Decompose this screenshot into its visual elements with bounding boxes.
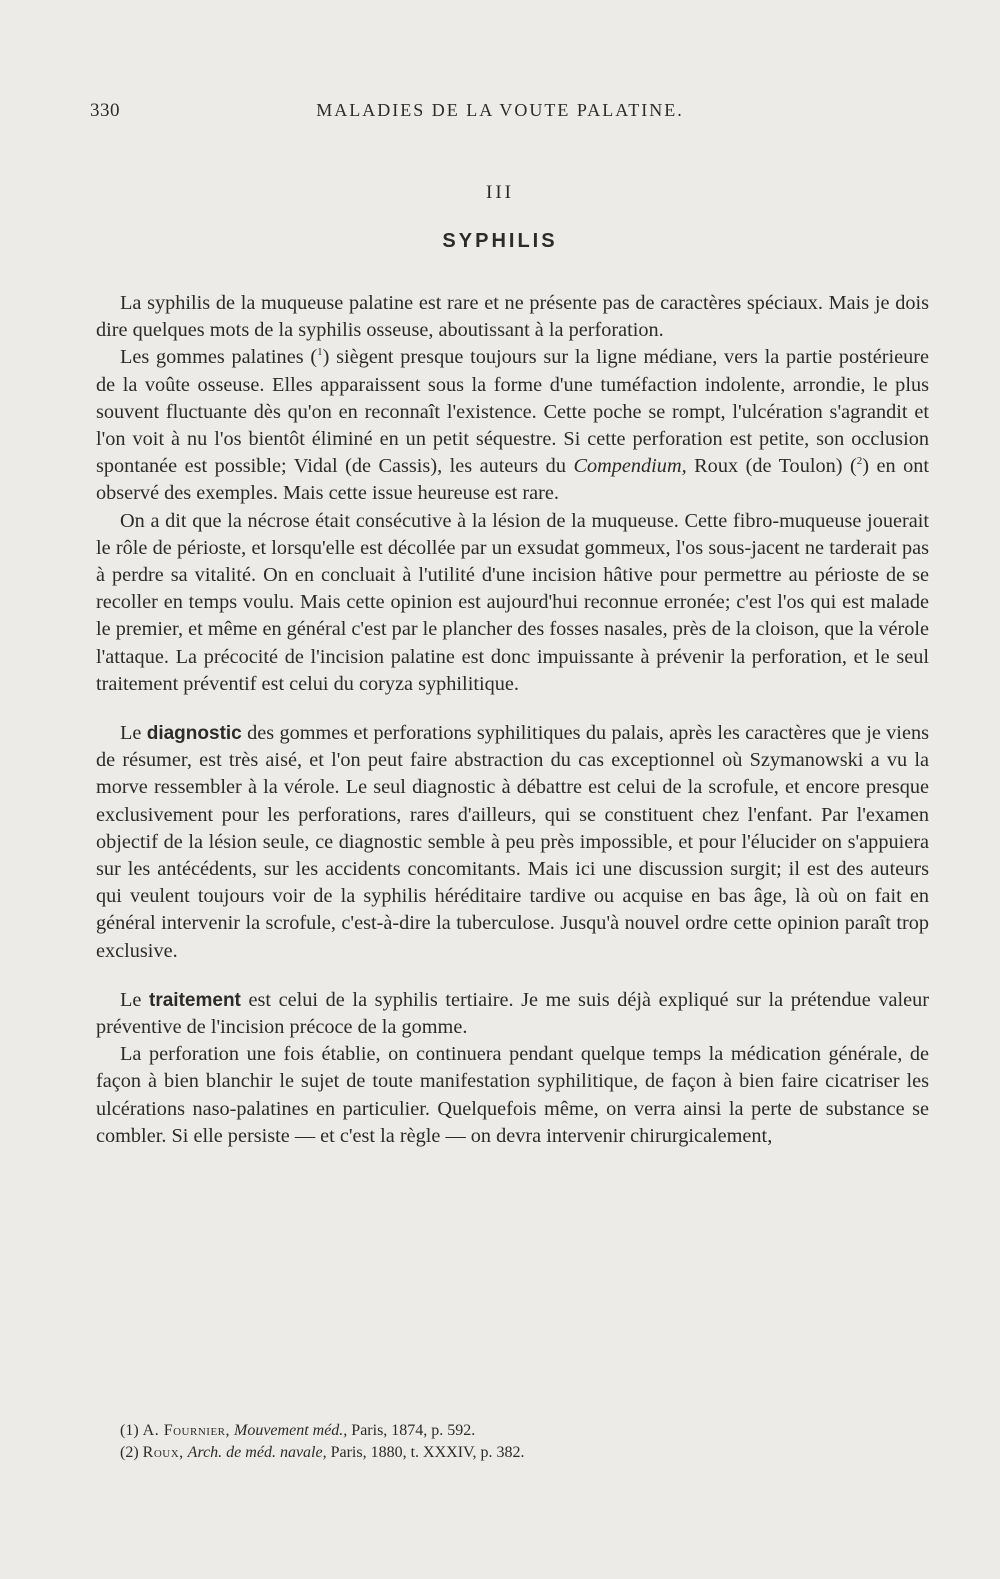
footnote-ref: 2	[856, 455, 863, 468]
paragraph-diagnostic	[96, 720, 929, 965]
footnotes	[120, 1420, 525, 1464]
footnote-ref: 1	[317, 346, 323, 359]
keyword-diagnostic: diagnostic	[146, 723, 242, 745]
footnote-rest: Paris, 1880, t. XXXIV, p. 382.	[326, 1444, 525, 1461]
footnote-marker: (2)	[120, 1444, 139, 1461]
text-run: Les gommes palatines (	[120, 346, 318, 369]
footnote-title: Mouvement méd.,	[234, 1422, 348, 1439]
text-run: ) siègent presque toujours sur la ligne médiane, vers la partie postérieure de la voûte osseuse. Elles apparaissent sous la forme d'une tuméfaction indolente, arrondie, le plus souvent fluctuante dès qu'on en reconnaît l'existence. Cette poche se rompt, l'ulcération s'agrandit et l'on voit à nu l'os bientôt éliminé en un petit séquestre. Si cette perforation est petite, son occlusion spontanée est possible; Vidal (de Cassis), les auteurs du	[96, 346, 929, 478]
italic-title: Compendium,	[573, 455, 687, 478]
text-run: Le	[120, 988, 150, 1011]
paragraph-intro: La syphilis de la muqueuse palatine est rare et ne présente pas de caractères spéciaux. Mais je dois dire quelques mots de la syphilis osseuse, aboutissant à la perforation.	[96, 292, 929, 342]
body-text	[96, 290, 929, 1150]
footnote	[120, 1420, 525, 1442]
text-run: est celui de la syphilis tertiaire. Je me suis déjà expliqué sur la prétendue valeur préventive de l'incision précoce de la gomme.	[96, 988, 929, 1039]
paragraph-perforation: La perforation une fois établie, on continuera pendant quelque temps la médication générale, de façon à bien blanchir le sujet de toute manifestation syphilitique, de façon à bien faire cicatriser les ulcérations naso-palatines en particulier. Quelquefois même, on verra ainsi la perte de substance se combler. Si elle persiste — et c'est la règle — on devra intervenir chirurgicalement,	[96, 1043, 929, 1147]
footnote-marker: (1)	[120, 1422, 139, 1439]
page-number: 330	[90, 100, 120, 121]
footnote-author: Roux,	[142, 1444, 184, 1461]
text-run: Le	[120, 722, 147, 745]
text-run: des gommes et perforations syphilitiques du palais, après les caractères que je viens de résumer, est très aisé, et l'on peut faire abstraction du cas exceptionnel où Szymanowski a vu la morve ressembler à la vérole. Le seul diagnostic à débattre est celui de la scrofule, et encore presque exclusivement pour les perforations, rares d'ailleurs, qui se constituent chez l'enfant. Par l'examen objectif de la lésion seule, ce diagnostic semble à peu près impossible, et pour l'élucider on s'appuiera sur les antécédents, sur les accidents concomitants. Mais ici une discussion surgit; il est des auteurs qui veulent toujours voir de la syphilis héréditaire tardive ou acquise en bas âge, là où on fait en général intervenir la scrofule, c'est-à-dire la tuberculose. Jusqu'à nouvel ordre cette opinion paraît trop exclusive.	[96, 722, 929, 962]
footnote	[120, 1442, 525, 1464]
running-title: MALADIES DE LA VOUTE PALATINE.	[316, 100, 684, 120]
paragraph-gommes	[96, 344, 929, 507]
section-title: SYPHILIS	[442, 230, 558, 252]
paragraph-traitement	[96, 987, 929, 1041]
keyword-traitement: traitement	[149, 989, 241, 1011]
text-run: Roux (de Toulon) (	[686, 455, 857, 478]
footnote-title: Arch. de méd. navale,	[187, 1444, 327, 1461]
footnote-author: A. Fournier,	[142, 1422, 230, 1439]
section-number: III	[486, 182, 514, 203]
paragraph-necrose: On a dit que la nécrose était consécutive à la lésion de la muqueuse. Cette fibro-muqueuse jouerait le rôle de périoste, et lorsqu'elle est décollée par un exsudat gommeux, l'os sous-jacent ne tarderait pas à perdre sa vitalité. On en concluait à l'utilité d'une incision hâtive pour permettre au périoste de se recoller en temps voulu. Mais cette opinion est aujourd'hui reconnue erronée; c'est l'os qui est malade le premier, et même en général c'est par le plancher des fosses nasales, près de la cloison, que la vérole l'attaque. La précocité de l'incision palatine est donc impuissante à prévenir la perforation, et le seul traitement préventif est celui du coryza syphilitique.	[96, 509, 929, 695]
text-run: ) en ont observé des exemples. Mais cette issue heureuse est rare.	[96, 455, 929, 505]
footnote-rest: Paris, 1874, p. 592.	[347, 1422, 476, 1439]
